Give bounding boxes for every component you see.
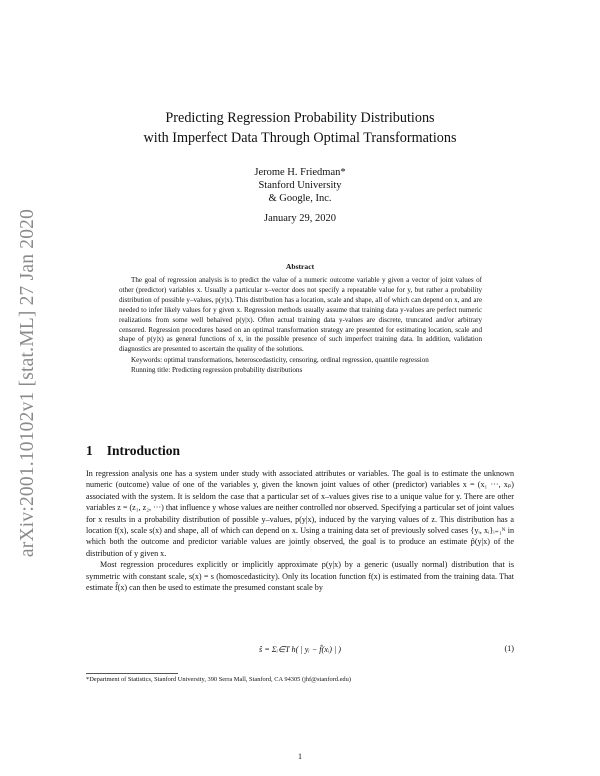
abstract-body: The goal of regression analysis is to predict the value of a numeric outcome variable y given a vector of joint values of other (predictor) variables x. Usually a particular x–vector does not specify a repeatable value for y, but rather a probability distribution of possible y–values, p(y|x). This distribution has a location, scale and shape, all of which can depend on x, and are needed to infer likely values for y given x. Regression methods usually assume that training data y-values are perfect numeric realizations from some well behaived p(y|x). Often actual training data y-values are discrete, truncated and/or arbitrary censored. Regression procedures based on an optimal transformation strategy are presented for estimating location, scale and shape of p(y|x) as general functions of x, in the possible presence of such imperfect training data. In addition, validation diagnostics are presented to ascertain the quality of the solutions. <box>119 276 482 354</box>
paper-title-line-1: Predicting Regression Probability Distributions <box>165 110 435 126</box>
author-block <box>0 166 600 205</box>
paper-date: January 29, 2020 <box>263 213 337 224</box>
author-affiliation-2: & Google, Inc. <box>268 193 332 204</box>
section-title: Introduction <box>106 443 181 458</box>
arxiv-identifier <box>16 188 40 578</box>
equation-expression: ŝ = Σᵢ∈T h( | yᵢ − f̂(xᵢ) | ) <box>259 645 341 654</box>
section-heading-introduction <box>86 443 180 459</box>
author-name: Jerome H. Friedman* <box>254 167 346 178</box>
paragraph: Most regression procedures explicitly or implicitly approximate p(y|x) by a generic (usually normal) distribution that is symmetric with constant scale, s(x) = s (homoscedasticity). Only its location function f(x) is estimated from the training data. That estimate f̂(x) can then be used to estimate the presumed constant scale by <box>86 560 514 593</box>
abstract-heading: Abstract <box>285 262 315 271</box>
paper-title-line-2: with Imperfect Data Through Optimal Transformations <box>143 130 457 146</box>
footnote: *Department of Statistics, Stanford University, 390 Serra Mall, Stanford, CA 94305 (jhf@stanford.edu) <box>86 676 351 683</box>
abstract <box>119 276 482 376</box>
paragraph: In regression analysis one has a system under study with associated attributes or variables. The goal is to estimate the unknown numeric (outcome) value of one of the variables y, given the known joint values of other (predictor) variables x = (x₁ ···, xₚ) associated with the system. It is seldom the case that a particular set of x–values gives rise to a unique value for y. There are other variables z = (z₁, z₂, ···) that influence y whose values are neither controlled nor observed. Specifying a particular set of joint values for x results in a probability distribution of possible y–values, p(y|x), induced by the varying values of z. This distribution has a location f(x), scale s(x) and shape, all of which can depend on x. Using a training data set of previously solved cases {yᵢ, xᵢ}ᵢ₌₁ᴺ in which both the outcome and predictor variable values are jointly observed, the goal is to produce an estimate p̂(y|x) of the distribution of y given x. <box>86 469 515 558</box>
introduction-body <box>86 468 514 593</box>
paper-title <box>0 108 600 148</box>
section-number: 1 <box>86 443 93 458</box>
equation-number: (1) <box>504 644 514 653</box>
footnote-divider <box>86 673 178 674</box>
arxiv-identifier-text: arXiv:2001.10102v1 [stat.ML] 27 Jan 2020 <box>17 208 39 558</box>
page-number: 1 <box>297 752 303 761</box>
equation-1 <box>86 640 514 664</box>
abstract-running-title: Running title: Predicting regression probability distributions <box>131 366 303 375</box>
author-affiliation-1: Stanford University <box>258 180 342 191</box>
abstract-keywords: Keywords: optimal transformations, heteroscedasticity, censoring, ordinal regression, quantile regression <box>131 356 429 365</box>
